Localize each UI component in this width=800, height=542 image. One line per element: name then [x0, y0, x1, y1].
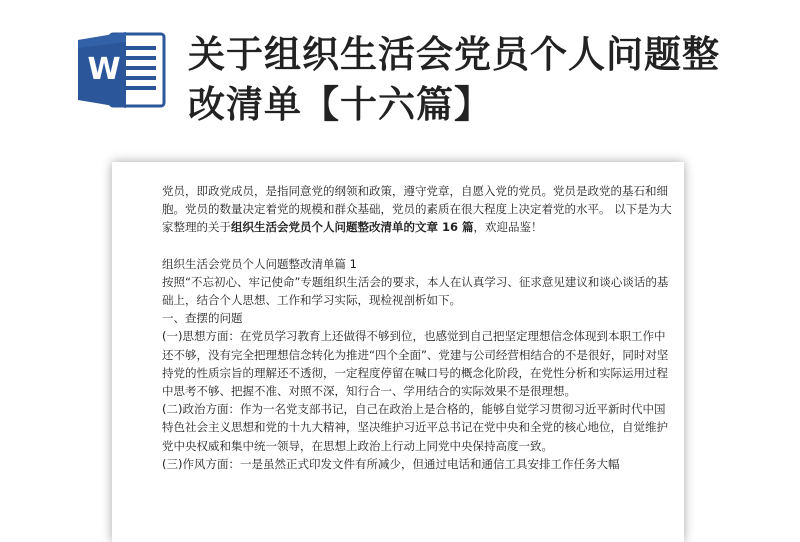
- body-paragraph-1: 按照“不忘初心、牢记使命”专题组织生活会的要求，本人在认真学习、征求意见建议和谈心谈话的基础上，结合个人思想、工作和学习实际，现检视剖析如下。: [162, 274, 669, 308]
- intro-text-2: ，欢迎品鉴！: [473, 220, 543, 235]
- title-line-2: 改清单【十六篇】: [188, 83, 492, 126]
- spacer: [162, 237, 672, 255]
- heading-problems: 一、查摆的问题: [162, 311, 243, 326]
- intro-paragraph: [162, 182, 672, 237]
- intro-text-1: 党员，即政党成员，是指同意党的纲领和政策，遵守党章，自愿入党的党员。党员是政党的基石和细胞。党员的数量决定着党的规模和群众基础，党员的素质在很大程度上决定着党的水平。 以下是为大家整理的关于: [162, 184, 672, 235]
- section-title: 组织生活会党员个人问题整改清单篇 1: [162, 256, 357, 271]
- word-document-icon: [76, 30, 168, 110]
- document-body: [162, 182, 672, 473]
- title-line-1: 关于组织生活会党员个人问题整: [188, 33, 720, 76]
- body-paragraph-politics: (二)政治方面：作为一名党支部书记，自己在政治上是合格的，能够自觉学习贯彻习近平新时代中国特色社会主义思想和党的十九大精神，坚决维护习近平总书记在党中央和全党的核心地位，自觉维护党中央权威和集中统一领导，在思想上政治上行动上同党中央保持高度一致。: [162, 402, 668, 453]
- body-paragraph-thought: (一)思想方面：在党员学习教育上还做得不够到位，也感觉到自己把坚定理想信念体现到本职工作中还不够，没有完全把理想信念转化为推进“四个全面”、党建与公司经营相结合的不是很好，同时对坚持党的性质宗旨的理解还不透彻，一定程度停留在喊口号的概念化阶段，在党性分析和实际运用过程中思考不够、把握不准、对照不深，知行合一、学用结合的实际效果不是很理想。: [162, 329, 669, 399]
- word-logo-letter: W: [87, 52, 121, 87]
- header: [0, 0, 800, 160]
- body-paragraph-style: (三)作风方面：一是虽然正式印发文件有所减少，但通过电话和通信工具安排工作任务大幅: [162, 456, 620, 471]
- page-title: [188, 30, 748, 130]
- intro-bold-text: 组织生活会党员个人问题整改清单的文章 16 篇: [231, 220, 474, 235]
